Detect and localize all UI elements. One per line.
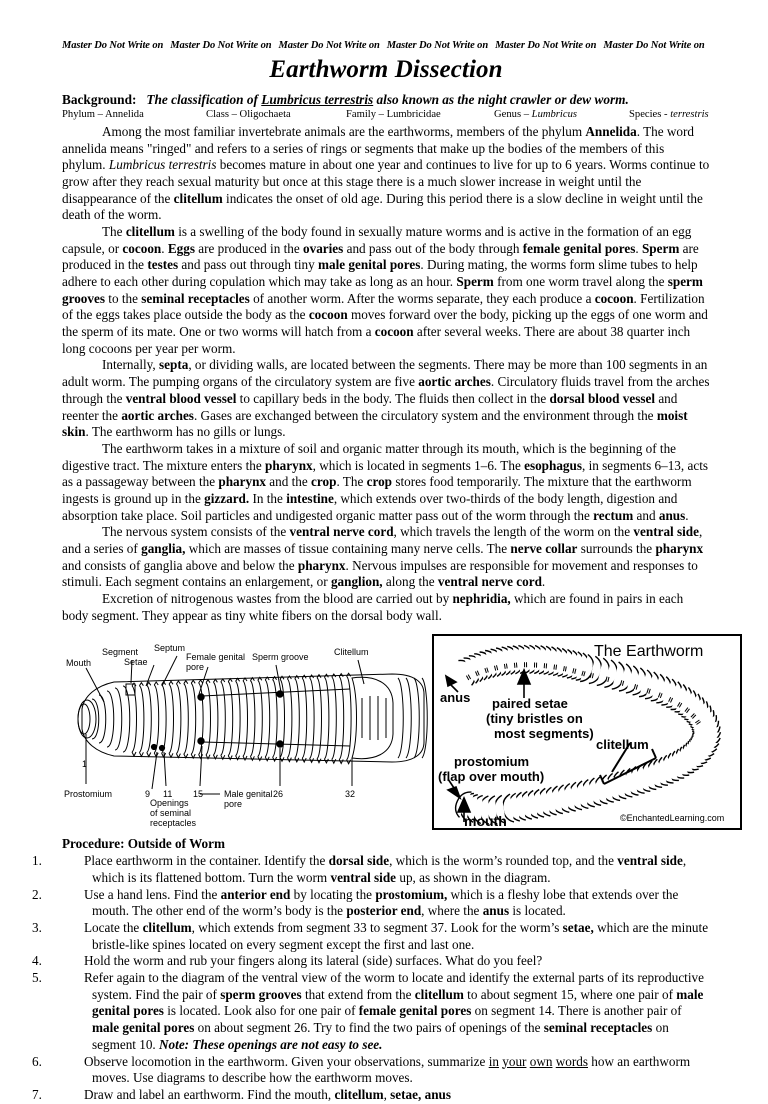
procedure-text: Observe locomotion in the earthworm. Given your observations, summarize in your own words how an earthworm moves. Use diagrams to describe how the earthworm moves. bbox=[84, 1053, 691, 1086]
paragraph-nervous: The nervous system consists of the ventral nerve cord, which travels the length of the worm on the ventral side, and a series of ganglia, which are masses of tissue containing many nerve cells. The nerve collar surrounds the pharynx and consists of ganglia above and below the pharynx. Nervous impulses are responsible for movement and responses to stimuli. Each segment contains an enlargement, or ganglion, along the ventral nerve cord. bbox=[62, 524, 704, 590]
master-note: Master Do Not Write on bbox=[386, 40, 489, 51]
taxonomy-item: Phylum – Annelida bbox=[62, 109, 144, 121]
master-note: Master Do Not Write on bbox=[170, 40, 272, 51]
label-openings-1: Openings bbox=[150, 798, 189, 809]
label-openings-2: of seminal bbox=[150, 808, 192, 819]
label-female-genital-1: Female genital bbox=[186, 652, 246, 663]
procedure-text: Use a hand lens. Find the anterior end by locating the prostomium, which is a fleshy lobe that extends over the mouth. The other end of the worm’s body is the posterior end, where the anus is located. bbox=[84, 886, 679, 919]
label-prostomium: Prostomium bbox=[64, 789, 113, 800]
background-label: Background: bbox=[62, 91, 137, 107]
label-male-genital-1: Male genital bbox=[224, 789, 273, 800]
figures-row bbox=[62, 634, 725, 830]
label-paired-setae-3: most segments) bbox=[494, 726, 594, 742]
procedure-text: Hold the worm and rub your fingers along its lateral (side) surfaces. What do you feel? bbox=[84, 953, 543, 969]
taxonomy-item: Family – Lumbricidae bbox=[346, 109, 441, 121]
figure-ventral-view bbox=[62, 634, 442, 830]
procedure-number: 6. bbox=[32, 1053, 42, 1069]
background-species: Lumbricus terrestris bbox=[261, 91, 374, 107]
procedure-number: 1. bbox=[32, 853, 42, 869]
procedure-text: Locate the clitellum, which extends from segment 33 to segment 37. Look for the worm’s setae, which are the minute bristle-like spines located on every segment except the first and last one. bbox=[84, 920, 709, 952]
paragraph-digestive: The earthworm takes in a mixture of soil and organic matter through its mouth, which is the beginning of the digestive tract. The mixture enters the pharynx, which is located in segments 1–6. The esophagus, in segments 6–13, acts as a passageway between the pharynx and the crop. The crop stores food temporarily. The mixture that the earthworm ingests is ground up in the gizzard. In the intestine, which extends over two-thirds of the body length, digestion and absorption take place. Soil particles and undigested organic matter pass out of the worm through the rectum and anus. bbox=[62, 440, 708, 523]
procedure-title: Procedure: Outside of Worm bbox=[62, 836, 225, 852]
credit-enchanted-learning: ©EnchantedLearning.com bbox=[620, 813, 725, 824]
master-note: Master Do Not Write on bbox=[62, 40, 164, 51]
taxonomy-item: Class – Oligochaeta bbox=[206, 109, 291, 121]
procedure-number: 7. bbox=[32, 1086, 42, 1102]
background-line bbox=[62, 92, 710, 109]
background-text-pre: The classification of bbox=[146, 91, 262, 107]
procedure-text: Place earthworm in the container. Identify the dorsal side, which is the worm’s rounded top, and the ventral side, which is its flattened bottom. Turn the worm ventral side up, as shown in the diagram. bbox=[84, 853, 687, 885]
taxonomy-row bbox=[62, 109, 710, 122]
paragraph-excretion: Excretion of nitrogenous wastes from the blood are carried out by nephridia, which are found in pairs in each body segment. They appear as tiny white fibers on the dorsal body wall. bbox=[62, 591, 684, 623]
ventral-view-svg bbox=[62, 634, 442, 830]
master-do-not-write-header bbox=[62, 40, 710, 52]
paragraph-septa: Internally, septa, or dividing walls, are located between the segments. There may be more than 100 segments in an adult worm. The pumping organs of the circulatory system are five aortic arches. Circulatory fluids travel from the arches through the ventral blood vessel to capillary beds in the body. The fluids then collect in the dorsal blood vessel and reenter the aortic arches. Gases are exchanged between the circulatory system and the environment through the moist skin. The earthworm has no gills or lungs. bbox=[62, 357, 710, 440]
segment-number-1: 1 bbox=[82, 759, 88, 770]
procedure-item bbox=[32, 886, 710, 920]
procedure-item bbox=[32, 853, 710, 886]
the-earthworm-svg bbox=[434, 636, 740, 828]
procedure-item bbox=[32, 920, 710, 953]
label-setae: Setae bbox=[124, 657, 148, 668]
background-text-post: also known as the night crawler or dew worm. bbox=[373, 91, 629, 107]
label-clitellum: Clitellum bbox=[334, 647, 369, 658]
segment-number-9: 9 bbox=[145, 789, 151, 800]
master-note: Master Do Not Write on bbox=[278, 40, 380, 51]
label-prostomium-1: prostomium bbox=[454, 754, 530, 770]
procedure-text: Draw and label an earthworm. Find the mouth, clitellum, setae, anus bbox=[84, 1086, 451, 1102]
label-prostomium-2: (flap over mouth) bbox=[438, 769, 545, 785]
label-segment: Segment bbox=[102, 647, 139, 658]
procedure-number: 2. bbox=[32, 886, 42, 902]
procedure-item bbox=[32, 1053, 710, 1087]
paragraph-annelida: Among the most familiar invertebrate animals are the earthworms, members of the phylum Annelida. The word annelida means "ringed" and refers to a series of rings or segments that make up the bodies of the members of this phylum. Lumbricus terrestris becomes mature in about one year and continues to live for up to 6 years. Worms continue to grow after they reach sexual maturity but once at this stage there is a much slower increase in weight until the disappearance of the clitellum indicates the onset of old age. During this period there is a slow decline in weight until the death of the worm. bbox=[62, 123, 710, 223]
ventral-view-labels bbox=[64, 643, 369, 828]
label-mouth-right: mouth bbox=[464, 813, 507, 829]
procedure-text: Refer again to the diagram of the ventral view of the worm to locate and identify the external parts of its reproductive system. Find the pair of sperm grooves that extend from the clitellum to about segment 15, where one pair of male genital pores is located. Look also for one pair of female genital pores on segment 14. There is another pair of male genital pores on about segment 26. Try to find the two pairs of openings of the seminal receptacles on segment 10. Note: These openings are not easy to see. bbox=[84, 970, 704, 1052]
segment-number-32: 32 bbox=[345, 789, 356, 800]
label-clitellum-right: clitellum bbox=[596, 737, 649, 753]
label-male-genital-2: pore bbox=[224, 799, 243, 810]
master-note: Master Do Not Write on bbox=[603, 40, 705, 51]
procedure-number: 4. bbox=[32, 953, 42, 969]
master-note: Master Do Not Write on bbox=[495, 40, 597, 51]
label-mouth: Mouth bbox=[66, 658, 92, 669]
document-content bbox=[32, 40, 725, 1104]
taxonomy-item: Species - terrestris bbox=[629, 109, 709, 121]
procedure-number: 3. bbox=[32, 920, 42, 935]
segment-number-15: 15 bbox=[193, 789, 204, 800]
procedure-item bbox=[32, 970, 710, 1053]
page-title: Earthworm Dissection bbox=[269, 55, 503, 83]
figure-title: The Earthworm bbox=[594, 643, 704, 661]
label-openings-3: receptacles bbox=[150, 818, 197, 829]
label-paired-setae-1: paired setae bbox=[492, 696, 568, 712]
segment-number-11: 11 bbox=[163, 789, 173, 800]
label-sperm-groove: Sperm groove bbox=[252, 652, 309, 663]
label-anus: anus bbox=[440, 690, 471, 706]
taxonomy-item: Genus – Lumbricus bbox=[494, 109, 577, 121]
segment-number-26: 26 bbox=[273, 789, 284, 800]
label-septum: Septum bbox=[154, 643, 186, 654]
figure-the-earthworm bbox=[432, 634, 742, 830]
procedure-number: 5. bbox=[32, 970, 42, 986]
label-female-genital-2: pore bbox=[186, 662, 205, 673]
label-paired-setae-2: (tiny bristles on bbox=[486, 711, 583, 727]
procedure-section bbox=[32, 836, 710, 1103]
procedure-item bbox=[32, 1086, 710, 1104]
procedure-item bbox=[32, 953, 710, 970]
paragraph-clitellum: The clitellum is a swelling of the body found in sexually mature worms and is active in the formation of an egg capsule, or cocoon. Eggs are produced in the ovaries and pass out of the body through female genital pores. Sperm are produced in the testes and pass out through tiny male genital pores. During mating, the worms form slime tubes to help adhere to each other during copulation which may take as long as an hour. Sperm from one worm travel along the sperm grooves to the seminal receptacles of another worm. After the worms separate, they each produce a cocoon. Fertilization of the eggs takes place outside the body as the cocoon moves forward over the body, picking up the eggs of one worm and the sperm of its mate. One or two worms will hatch from a cocoon after several weeks. There are about 38 quarter inch long cocoons per year per worm. bbox=[62, 223, 708, 356]
